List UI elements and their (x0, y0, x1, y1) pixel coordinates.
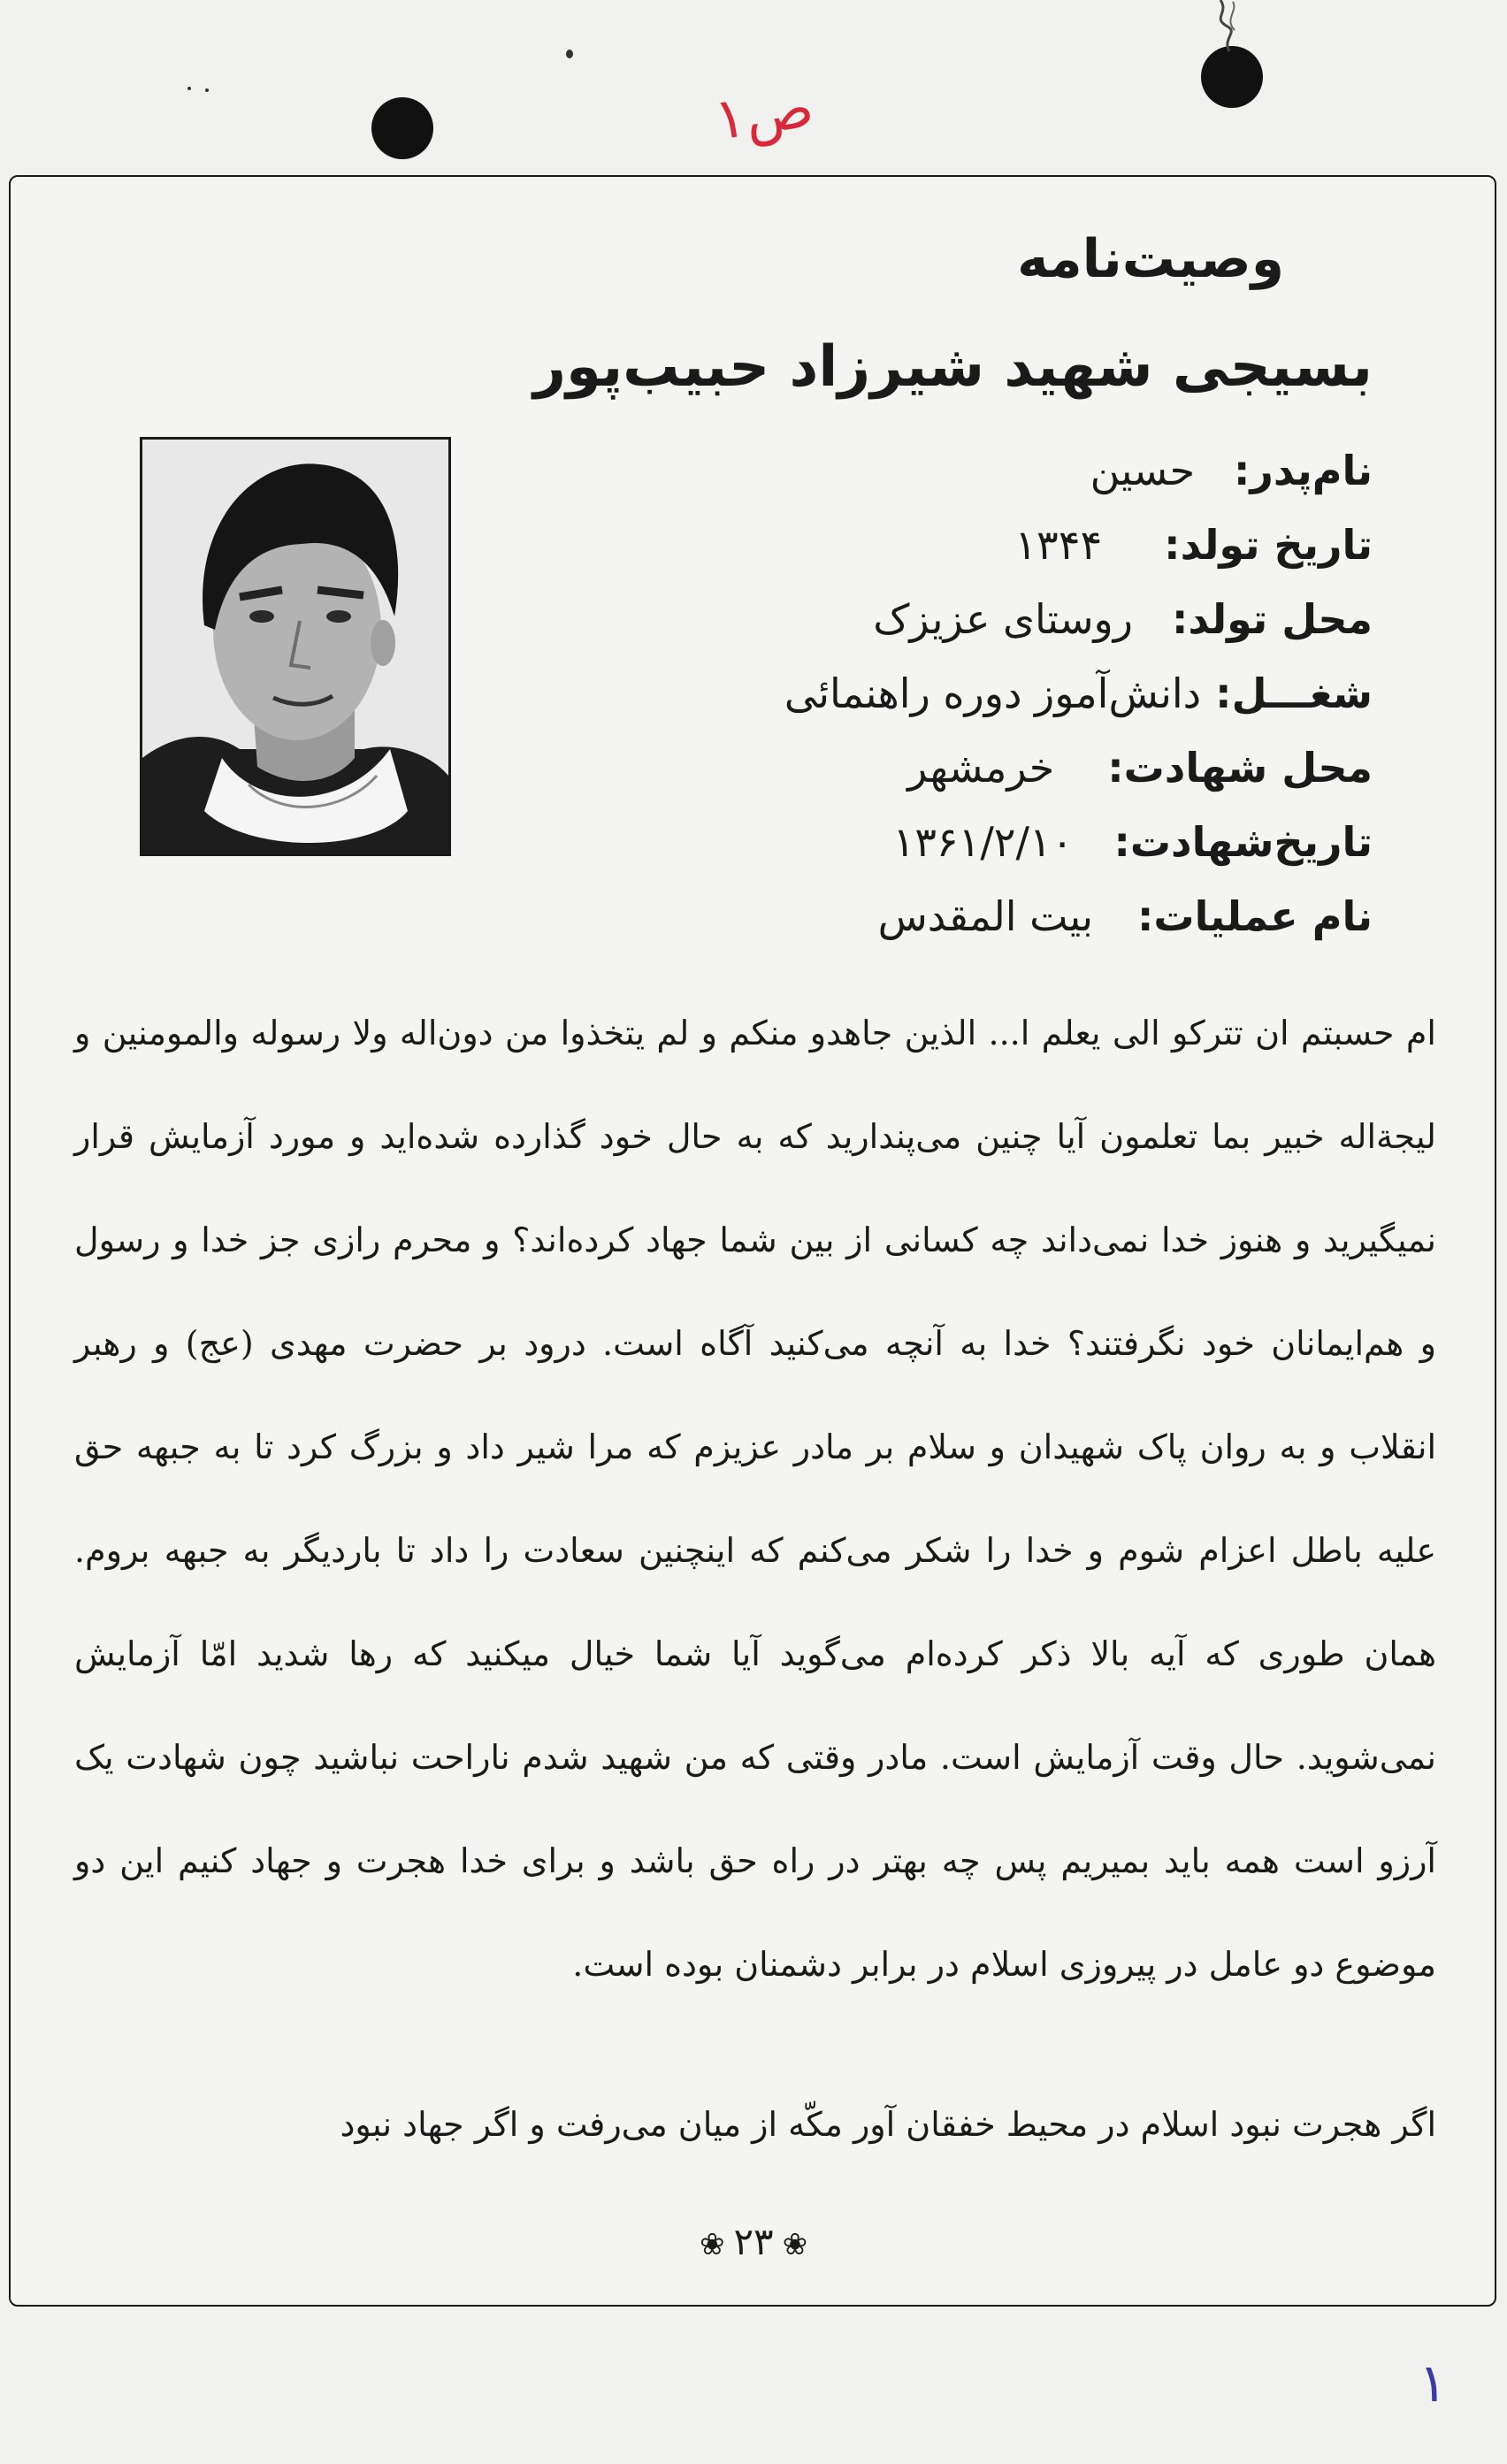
scan-speck (566, 50, 573, 58)
info-label: نام عملیات: (1137, 892, 1373, 940)
info-label: تاریخ تولد: (1164, 521, 1373, 569)
will-paragraph-continued: اگر هجرت نبود اسلام در محیط خفقان آور مکّه از میان می‌رفت و اگر جهاد نبود (340, 2105, 1436, 2144)
page-number-footer (0, 2220, 1507, 2263)
punch-hole-right (1201, 46, 1263, 108)
portrait-photo (140, 437, 451, 856)
info-label: نام‌پدر: (1234, 447, 1373, 494)
info-value: خرمشهر (907, 744, 1055, 792)
biographical-info (488, 433, 1373, 953)
flower-ornament-icon: ❀ (782, 2227, 808, 2262)
info-value: بیت المقدس (877, 892, 1094, 940)
info-label: محل تولد: (1171, 595, 1373, 643)
page-title: وصیت‌نامه (1017, 228, 1284, 290)
info-value: ۱۳۶۱/۲/۱۰ (892, 818, 1074, 866)
binding-thread-icon (1203, 0, 1256, 53)
martyr-name-heading: بسیجی شهید شیرزاد حبیب‌پور (533, 334, 1373, 400)
scan-speck (187, 87, 191, 90)
handwritten-page-mark: ص۱ (710, 74, 818, 154)
info-row-birth-date (488, 508, 1373, 582)
info-label: تاریخ‌شهادت: (1113, 818, 1373, 866)
info-row-birth-place (488, 582, 1373, 656)
info-row-occupation (488, 656, 1373, 731)
info-value: حسین (1090, 447, 1196, 494)
info-label: محل شهادت: (1107, 744, 1373, 792)
info-value: روستای عزیزک (873, 595, 1133, 643)
info-value: ۱۳۴۴ (1014, 521, 1103, 569)
info-value: دانش‌آموز دوره راهنمائی (784, 670, 1202, 717)
info-row-martyrdom-date (488, 805, 1373, 879)
will-paragraph: ام حسبتم ان تترکو الی یعلم ا... الذین جاهدو منکم و لم یتخذوا من دون‌اله ولا رسوله والمومنین و لیجة‌اله خبیر بما تعلمون آیا چنین می‌پندارید که به حال خود گذارده شده‌اید و مورد آزمایش قرار نمیگیرید و هنوز خدا نمی‌داند چه کسانی از بین شما جهاد کرده‌اند؟ و محرم رازی جز خدا و رسول و هم‌ایمانان خود نگرفتند؟ خدا به آنچه می‌کنید آگاه است. درود بر حضرت مهدی (عج) و رهبر انقلاب و به روان پاک شهیدان و سلام بر مادر عزیزم که مرا شیر داد و بزرگ کرد تا به جبهه حق علیه باطل اعزام شوم و خدا را شکر می‌کنم که اینچنین سعادت را داد تا باردیگر به جبهه بروم. همان طوری که آیه بالا ذکر کرده‌ام می‌گوید آیا شما خیال میکنید که رها شدید امّا آزمایش نمی‌شوید. حال وقت آزمایش است. مادر وقتی که من شهید شدم ناراحت نباشید چون شهادت یک آرزو است همه باید بمیریم پس چه بهتر در راه حق باشد و برای خدا هجرت و جهاد کنیم این دو موضوع دو عامل در پیروزی اسلام در برابر دشمنان بوده است. (74, 1014, 1436, 1984)
flower-ornament-icon: ❀ (699, 2227, 725, 2262)
punch-hole-left (371, 97, 433, 159)
page-number: ۲۳ (733, 2220, 774, 2263)
scan-speck (205, 88, 209, 92)
info-row-father-name (488, 433, 1373, 508)
info-row-operation-name (488, 879, 1373, 953)
margin-page-number: ۱ (1419, 2353, 1448, 2414)
info-row-martyrdom-place (488, 731, 1373, 805)
info-label: شغـــل: (1215, 670, 1373, 717)
